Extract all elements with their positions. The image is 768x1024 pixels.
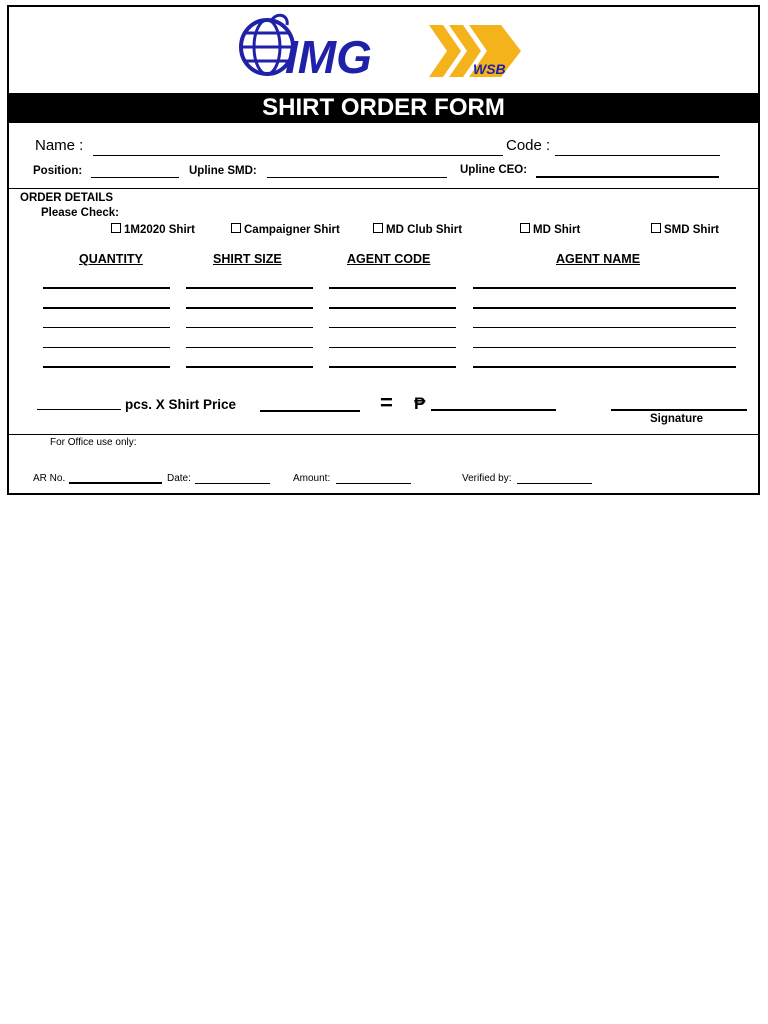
total-field[interactable] <box>431 409 556 411</box>
signature-label: Signature <box>650 413 704 425</box>
checkbox[interactable] <box>520 223 530 233</box>
logo-header <box>9 7 758 93</box>
checkbox[interactable] <box>231 223 241 233</box>
agent-name-field[interactable] <box>473 347 736 348</box>
quantity-field[interactable] <box>43 327 170 328</box>
amount-label: Amount: <box>293 473 331 484</box>
option-label: SMD Shirt <box>664 224 719 236</box>
shirt-size-field[interactable] <box>186 307 313 309</box>
ar-no-field[interactable] <box>69 482 162 484</box>
column-header-agent-name: AGENT NAME <box>556 252 641 266</box>
column-header-shirt-size: SHIRT SIZE <box>213 252 282 266</box>
checkbox[interactable] <box>651 223 661 233</box>
shirt-size-field[interactable] <box>186 366 313 368</box>
column-header-quantity: QUANTITY <box>79 252 143 266</box>
verified-by-label: Verified by: <box>462 473 512 484</box>
wsb-logo <box>429 25 521 77</box>
agent-code-field[interactable] <box>329 366 456 368</box>
ar-no-label: AR No. <box>33 473 66 484</box>
name-label: Name : <box>35 137 84 154</box>
quantity-field[interactable] <box>43 287 170 289</box>
agent-code-field[interactable] <box>329 287 456 289</box>
peso-sign: ₱ <box>414 394 426 413</box>
wsb-logo-text: WSB <box>473 61 506 77</box>
pcs-shirt-price-label: pcs. X Shirt Price <box>125 397 237 412</box>
order-details-heading: ORDER DETAILS <box>20 192 114 204</box>
img-logo <box>241 15 372 83</box>
option-campaigner-shirt[interactable] <box>231 223 340 236</box>
position-field[interactable] <box>91 177 179 178</box>
agent-code-field[interactable] <box>329 347 456 348</box>
position-label: Position: <box>33 165 83 177</box>
signature-field[interactable] <box>611 409 747 411</box>
shirt-price-field[interactable] <box>260 410 360 412</box>
shirt-size-field[interactable] <box>186 347 313 348</box>
option-label: Campaigner Shirt <box>244 224 340 236</box>
shirt-size-field[interactable] <box>186 287 313 289</box>
shirt-size-field[interactable] <box>186 327 313 328</box>
name-field[interactable] <box>93 155 503 156</box>
section-divider <box>9 434 758 435</box>
option-1m2020-shirt[interactable] <box>111 223 195 236</box>
code-label: Code : <box>506 137 551 154</box>
date-label: Date: <box>167 473 191 484</box>
section-divider <box>9 188 758 189</box>
date-field[interactable] <box>195 483 270 484</box>
verified-by-field[interactable] <box>517 483 592 484</box>
option-md-club-shirt[interactable] <box>373 223 462 236</box>
shirt-order-form <box>7 5 760 495</box>
upline-ceo-label: Upline CEO: <box>460 164 528 176</box>
upline-smd-field[interactable] <box>267 177 447 178</box>
please-check-label: Please Check: <box>41 207 119 219</box>
page-title: SHIRT ORDER FORM <box>9 93 758 123</box>
agent-name-field[interactable] <box>473 327 736 328</box>
option-label: 1M2020 Shirt <box>124 224 195 236</box>
agent-name-field[interactable] <box>473 287 736 289</box>
quantity-field[interactable] <box>43 366 170 368</box>
checkbox[interactable] <box>111 223 121 233</box>
logo-area <box>9 7 758 93</box>
agent-code-field[interactable] <box>329 307 456 309</box>
quantity-field[interactable] <box>43 347 170 348</box>
amount-field[interactable] <box>336 483 411 484</box>
code-field[interactable] <box>555 155 720 156</box>
option-smd-shirt[interactable] <box>651 223 719 236</box>
office-use-heading: For Office use only: <box>50 437 137 448</box>
img-logo-text: IMG <box>285 31 372 83</box>
agent-code-field[interactable] <box>329 327 456 328</box>
column-header-agent-code: AGENT CODE <box>347 252 431 266</box>
option-md-shirt[interactable] <box>520 223 580 236</box>
pcs-field[interactable] <box>37 409 121 410</box>
quantity-field[interactable] <box>43 307 170 309</box>
option-label: MD Club Shirt <box>386 224 463 236</box>
upline-smd-label: Upline SMD: <box>189 165 257 177</box>
agent-name-field[interactable] <box>473 307 736 309</box>
equals-sign: = <box>380 390 393 415</box>
option-label: MD Shirt <box>533 224 581 236</box>
checkbox[interactable] <box>373 223 383 233</box>
upline-ceo-field[interactable] <box>536 176 719 178</box>
agent-name-field[interactable] <box>473 366 736 368</box>
